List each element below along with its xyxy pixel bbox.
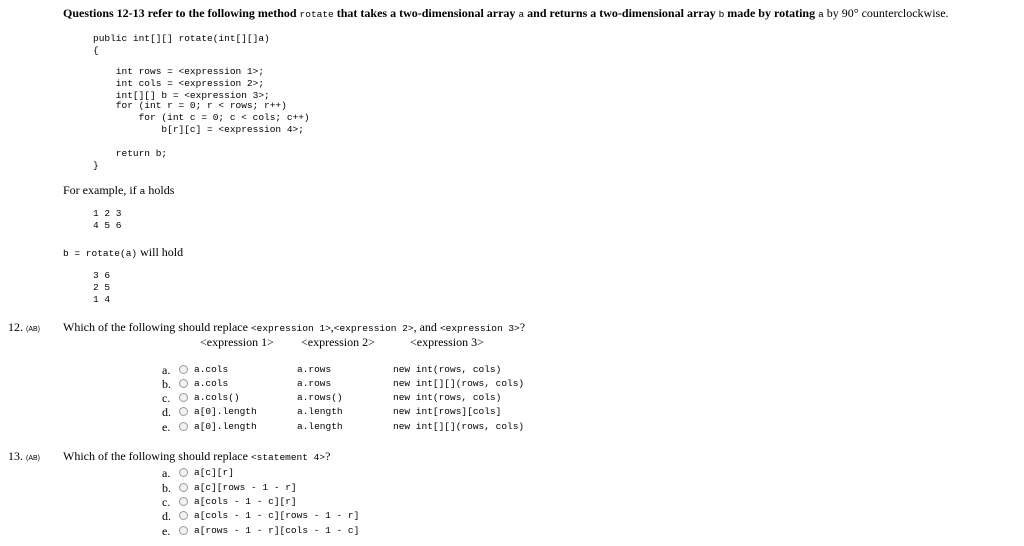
radio-button[interactable] (179, 497, 188, 506)
matrix-a-row: 1 2 3 (93, 208, 122, 219)
option-expr1: a[0].length (194, 421, 257, 432)
option-expr3: new int[rows][cols] (393, 406, 502, 417)
question-text: ? (325, 449, 331, 463)
question-text: ? (519, 320, 526, 334)
example-b-text (63, 245, 183, 260)
radio-button[interactable] (179, 379, 188, 388)
option-expr3: new int(rows, cols) (393, 364, 502, 375)
option-expr2: a.rows (297, 364, 332, 375)
matrix-b-row: 2 5 (93, 282, 111, 293)
question-code: <expression 1> (250, 323, 331, 334)
option-text: a[rows - 1 - r][cols - 1 - c] (194, 525, 360, 536)
question-code: <statement 4> (250, 452, 326, 463)
option-text: a[cols - 1 - c][rows - 1 - r] (194, 510, 360, 521)
matrix-a-row: 4 5 6 (93, 220, 122, 231)
example-label: holds (145, 183, 175, 197)
option-expr2: a.rows() (297, 392, 343, 403)
option-letter: b. (162, 377, 171, 391)
header-text: made by rotating (724, 6, 819, 20)
option-letter: d. (162, 405, 171, 419)
question-number: 13. (8, 449, 23, 463)
example-label: For example, if (63, 183, 140, 197)
radio-button[interactable] (179, 511, 188, 520)
question-code: <expression 3> (439, 323, 520, 334)
option-letter: c. (162, 391, 171, 405)
radio-button[interactable] (179, 365, 188, 374)
code-line: int rows = <expression 1>; (93, 66, 265, 77)
option-letter: d. (162, 509, 171, 523)
question-code: <expression 2> (333, 323, 414, 334)
example-var: a (139, 186, 146, 197)
question-tag: (AB) (26, 326, 40, 333)
option-letter: a. (162, 466, 171, 480)
example-text (63, 183, 174, 198)
option-letter: e. (162, 420, 171, 434)
header-text: that takes a two-dimensional array (333, 6, 519, 20)
header-code: b (718, 9, 725, 20)
question-13-text (63, 449, 330, 464)
code-line: for (int r = 0; r < rows; r++) (93, 100, 287, 111)
option-letter: c. (162, 495, 171, 509)
option-expr1: a.cols (194, 378, 229, 389)
option-text: a[c][rows - 1 - r] (194, 482, 297, 493)
option-letter: e. (162, 524, 171, 538)
column-header: <expression 3> (410, 335, 484, 349)
option-text: a[cols - 1 - c][r] (194, 496, 297, 507)
column-header: <expression 1> (200, 335, 274, 349)
matrix-b-row: 1 4 (93, 294, 111, 305)
code-line: public int[][] rotate(int[][]a) (93, 33, 270, 44)
example-b-code: b = rotate(a) (63, 248, 138, 259)
code-line: b[r][c] = <expression 4>; (93, 124, 304, 135)
column-header: <expression 2> (301, 335, 375, 349)
question-text: , and (413, 320, 440, 334)
question-12-text (63, 320, 525, 335)
question-text: , (330, 320, 334, 334)
example-label: will hold (137, 245, 184, 259)
radio-button[interactable] (179, 422, 188, 431)
option-expr2: a.length (297, 406, 343, 417)
code-line: for (int c = 0; c < cols; c++) (93, 112, 310, 123)
option-expr2: a.length (297, 421, 343, 432)
header-text: and returns a two-dimensional array (524, 6, 719, 20)
question-text: Which of the following should replace (63, 449, 251, 463)
question-number: 12. (8, 320, 23, 334)
header-text: Questions 12-13 refer to the following method (63, 6, 300, 20)
question-text: Which of the following should replace (63, 320, 251, 334)
code-line: int cols = <expression 2>; (93, 78, 265, 89)
option-expr3: new int[][](rows, cols) (393, 378, 525, 389)
header-code: rotate (299, 9, 334, 20)
radio-button[interactable] (179, 393, 188, 402)
option-expr2: a.rows (297, 378, 332, 389)
radio-button[interactable] (179, 407, 188, 416)
option-expr3: new int[][](rows, cols) (393, 421, 525, 432)
questions-header (63, 6, 949, 21)
code-line: return b; (93, 148, 168, 159)
option-expr1: a.cols() (194, 392, 240, 403)
option-expr3: new int(rows, cols) (393, 392, 502, 403)
radio-button[interactable] (179, 483, 188, 492)
radio-button[interactable] (179, 526, 188, 535)
header-code: a (818, 9, 824, 20)
option-expr1: a[0].length (194, 406, 257, 417)
option-letter: a. (162, 363, 171, 377)
question-13-number (8, 449, 40, 464)
question-tag: (AB) (26, 455, 40, 462)
code-line: } (93, 160, 99, 171)
option-expr1: a.cols (194, 364, 229, 375)
header-text: by 90° counterclockwise. (823, 6, 949, 20)
code-line: { (93, 45, 99, 56)
option-letter: b. (162, 481, 171, 495)
code-line: int[][] b = <expression 3>; (93, 90, 270, 101)
option-text: a[c][r] (194, 467, 234, 478)
question-12-number (8, 320, 40, 335)
radio-button[interactable] (179, 468, 188, 477)
header-code: a (518, 9, 525, 20)
matrix-b-row: 3 6 (93, 270, 111, 281)
